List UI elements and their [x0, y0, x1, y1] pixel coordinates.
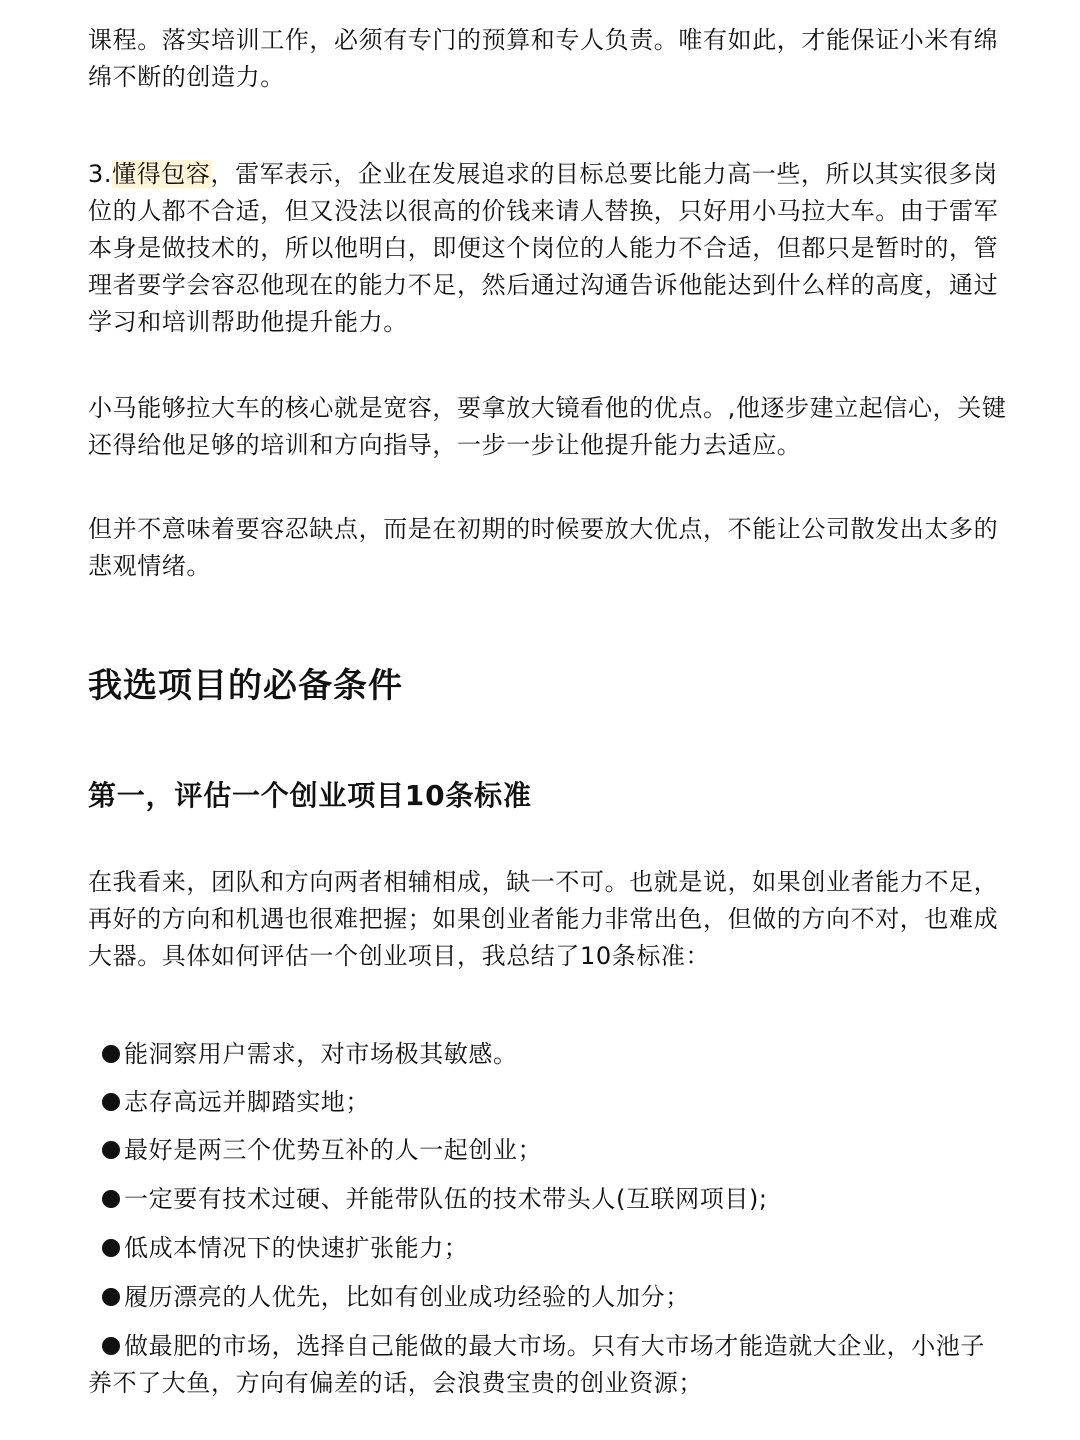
list-item: [102, 1036, 1008, 1073]
list-item: [88, 1328, 1008, 1402]
list-item: [102, 1230, 1008, 1267]
list-item-text: 一定要有技术过硬、并能带队伍的技术带头人(互联网项目);: [124, 1185, 768, 1213]
list-item-text: 最好是两三个优势互补的人一起创业；: [124, 1136, 543, 1164]
paragraph-tolerance-text: ，雷军表示，企业在发展追求的目标总要比能力高一些，所以其实很多岗位的人都不合适，但又没法以很高的价钱来请人替换，只好用小马拉大车。由于雷军本身是做技术的，所以他明白，即便这个岗位的人能力不合适，但都只是暂时的，管理者要学会容忍他现在的能力不足，然后通过沟通告诉他能达到什么样的高度，通过学习和培训帮助他提升能力。: [88, 160, 999, 336]
paragraph-optimism: 但并不意味着要容忍缺点，而是在初期的时候要放大优点，不能让公司散发出太多的悲观情绪。: [88, 515, 999, 580]
paragraph-criteria-intro: 在我看来，团队和方向两者相辅相成，缺一不可。也就是说，如果创业者能力不足，再好的方向和机遇也很难把握；如果创业者能力非常出色，但做的方向不对，也难成大器。具体如何评估一个创业项目，我总结了10条标准：: [88, 868, 999, 970]
list-item: [102, 1084, 1008, 1121]
bullet-dot-icon: [102, 1190, 120, 1208]
list-item-text: 履历漂亮的人优先，比如有创业成功经验的人加分；: [124, 1283, 690, 1311]
list-item-text: 低成本情况下的快速扩张能力；: [124, 1234, 469, 1262]
list-item: [102, 1132, 1008, 1169]
paragraph-number: 3.: [88, 160, 113, 188]
list-item-text: 做最肥的市场，选择自己能做的最大市场。只有大市场才能造就大企业，小池子养不了大鱼，方向有偏差的话，会浪费宝贵的创业资源；: [88, 1332, 985, 1397]
highlighted-phrase: 懂得包容: [112, 160, 211, 188]
paragraph-small-horse: 小马能够拉大车的核心就是宽容，要拿放大镜看他的优点。,他逐步建立起信心，关键还得给他足够的培训和方向指导，一步一步让他提升能力去适应。: [88, 394, 1007, 459]
list-item-text: 志存高远并脚踏实地；: [124, 1088, 370, 1116]
bullet-dot-icon: [102, 1288, 120, 1306]
subsection-heading: 第一，评估一个创业项目10条标准: [88, 779, 532, 812]
bullet-dot-icon: [102, 1093, 120, 1111]
bullet-dot-icon: [102, 1045, 120, 1063]
bullet-dot-icon: [102, 1239, 120, 1257]
list-item-text: 能洞察用户需求，对市场极其敏感。: [124, 1040, 518, 1068]
section-heading: 我选项目的必备条件: [88, 666, 403, 706]
list-item: [102, 1181, 1008, 1218]
paragraph-training: 课程。落实培训工作，必须有专门的预算和专人负责。唯有如此，才能保证小米有绵绵不断的创造力。: [88, 26, 999, 91]
list-item: [102, 1279, 1008, 1316]
bullet-dot-icon: [102, 1337, 120, 1355]
bullet-dot-icon: [102, 1141, 120, 1159]
paragraph-tolerance: [88, 156, 1008, 341]
